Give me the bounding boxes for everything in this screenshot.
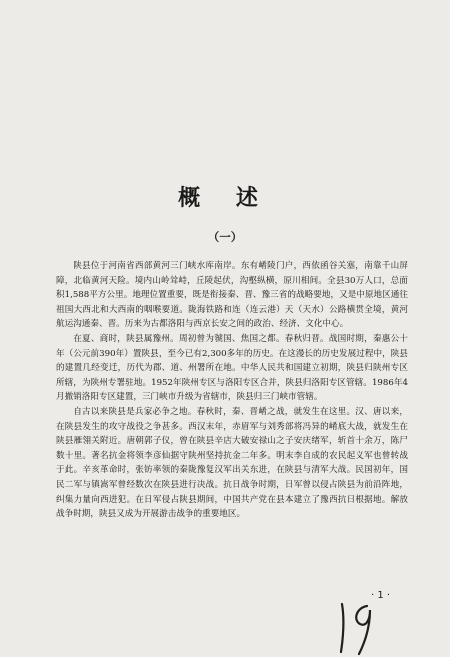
section-heading: （一）: [207, 230, 243, 244]
paragraph-military: 自古以来陕县是兵家必争之地。春秋时，秦、晋崤之战，就发生在这里。汉、唐以来，在陕县发生的攻守战役之争甚多。西汉末年，赤眉军与刘秀部将冯异的崤底大战，就发生在陕县雁翎关附近。唐朝郭子仪，曾在陕县辛店大破安禄山之子安庆绪军，斩首十余万，陈尸数十里。著名抗金将领李彦仙据守陕州坚持抗金二年多。明末李自成的农民起义军也曾转战于此。辛亥革命时，张钫率领的秦陇豫复汉军出关东进，在陕县与清军大战。民国初年，国民二军与镇嵩军曾经数次在陕县进行决战。抗日战争时期，日军曾以侵占陕县为前沿阵地，纠集力量向西进犯。在日军侵占陕县期间，中国共产党在县本建立了豫西抗日根据地。解放战争时期，陕县又成为开展游击战争的重要地区。: [56, 406, 408, 520]
body-text: [56, 259, 408, 522]
chapter-title: 概 述: [178, 186, 272, 211]
page-number: · 1 ·: [371, 590, 391, 601]
handwritten-page-mark: [332, 596, 392, 656]
paragraph-history: 在夏、商时，陕县属豫州。周初曾为虢国、焦国之都。春秋归晋。战国时期，秦惠公十年（公元前390年）置陕县，至今已有2,300多年的历史。在这漫长的历史发展过程中，陕县的建置几经变迁，历代为郡、道、州署所在地。中华人民共和国建立初期，陕县归陕州专区所辖，为陕州专署驻地。1952年陕州专区与洛阳专区合并，陕县归洛阳专区管辖。1986年4月撤销洛阳专区建置，三门峡市升级为省辖市，陕县归三门峡市管辖。: [56, 333, 408, 403]
paragraph-geography: 陕县位于河南省西部黄河三门峡水库南岸。东有崤陵门户，西依函谷关塞，南靠千山屏障，北临黄河天险。境内山岭耸峙，丘陵起伏，沟壑纵横，原川相间。全县30万人口，总面积1,588平方公里。地理位置重要，既是衔接秦、晋、豫三省的战略要地，又是中原地区通往祖国大西北和大西南的咽喉要道。陇海铁路和连（连云港）天（天水）公路横贯全境，黄河航运沟通秦、晋。历来为古都洛阳与西京长安之间的政治、经济、文化中心。: [56, 261, 408, 330]
